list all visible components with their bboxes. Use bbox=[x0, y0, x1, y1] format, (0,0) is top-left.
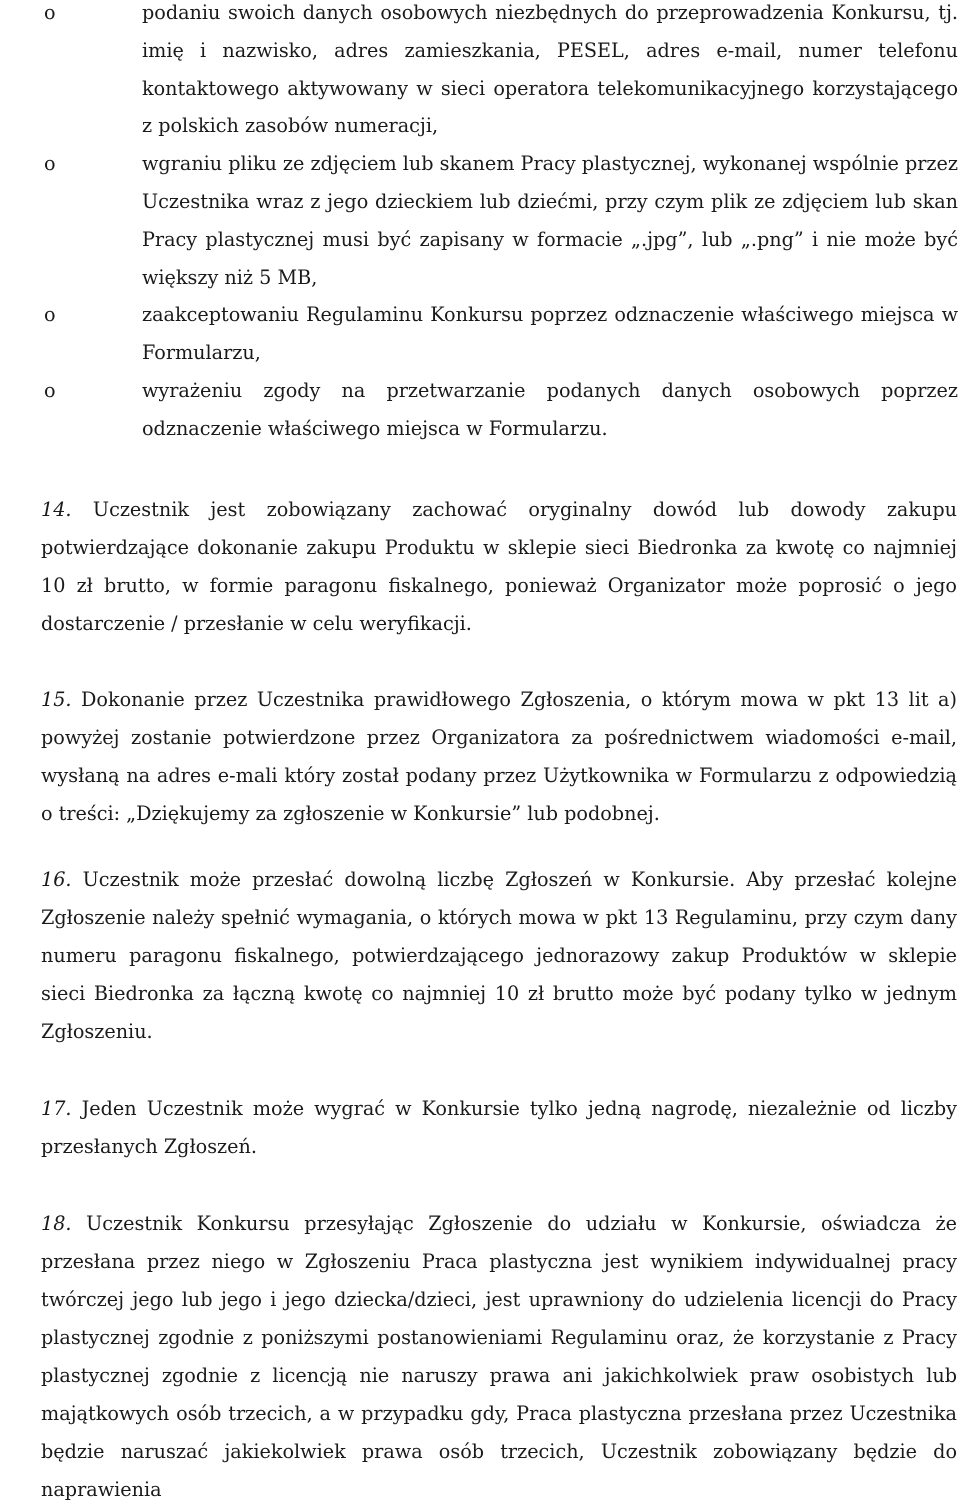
paragraph-text: Jeden Uczestnik może wygrać w Konkursie tylko jedną nagrodę, niezależnie od liczby przesłanych Zgłoszeń. bbox=[41, 1097, 957, 1158]
paragraph-16 bbox=[41, 861, 957, 1051]
bullet-text: podaniu swoich danych osobowych niezbędnych do przeprowadzenia Konkursu, tj. imię i nazwisko, adres zamieszkania, PESEL, adres e-mail, numer telefonu kontaktowego aktywowany w sieci operatora telekomunikacyjnego korzystającego z polskich zasobów numeracji, bbox=[142, 1, 958, 138]
paragraph-number: 18. bbox=[41, 1212, 72, 1235]
bullet-marker: o bbox=[44, 378, 56, 402]
bullet-item-data-consent bbox=[44, 372, 958, 448]
bullet-marker: o bbox=[44, 1, 56, 24]
paragraph-number: 14. bbox=[41, 498, 72, 521]
paragraph-number: 16. bbox=[41, 868, 72, 891]
bullet-text: wgraniu pliku ze zdjęciem lub skanem Pracy plastycznej, wykonanej wspólnie przez Uczestnika wraz z jego dzieckiem lub dziećmi, przy czym plik ze zdjęciem lub skan Pracy plastycznej musi być zapisany w formacie „.jpg”, lub „.png” i nie może być większy niż 5 MB, bbox=[142, 152, 958, 289]
bullet-item-accept-rules bbox=[44, 296, 958, 372]
paragraph-text: Dokonanie przez Uczestnika prawidłowego Zgłoszenia, o którym mowa w pkt 13 lit a) powyżej zostanie potwierdzone przez Organizatora za pośrednictwem wiadomości e-mail, wysłaną na adres e-mali który został podany przez Użytkownika w Formularzu z odpowiedzią o treści: „Dziękujemy za zgłoszenie w Konkursie” lub podobnej. bbox=[41, 688, 957, 825]
bullet-item-personal-data bbox=[44, 0, 958, 145]
bullet-list bbox=[0, 0, 960, 448]
bullet-marker: o bbox=[44, 152, 56, 176]
paragraph-15 bbox=[41, 681, 957, 833]
paragraph-18 bbox=[41, 1205, 957, 1509]
bullet-marker: o bbox=[44, 303, 56, 327]
paragraph-17 bbox=[41, 1090, 957, 1166]
bullet-text: wyrażeniu zgody na przetwarzanie podanych danych osobowych poprzez odznaczenie właściwego miejsca w Formularzu. bbox=[142, 378, 958, 440]
paragraph-number: 15. bbox=[41, 688, 72, 711]
bullet-text: zaakceptowaniu Regulaminu Konkursu poprzez odznaczenie właściwego miejsca w Formularzu, bbox=[142, 303, 958, 365]
paragraph-text: Uczestnik może przesłać dowolną liczbę Zgłoszeń w Konkursie. Aby przesłać kolejne Zgłoszenie należy spełnić wymagania, o których mowa w pkt 13 Regulaminu, przy czym dany numeru paragonu fiskalnego, potwierdzającego jednorazowy zakup Produktów w sklepie sieci Biedronka za łączną kwotę co najmniej 10 zł brutto może być podany tylko w jednym Zgłoszeniu. bbox=[41, 868, 957, 1043]
paragraph-number: 17. bbox=[41, 1097, 72, 1120]
paragraph-text: Uczestnik jest zobowiązany zachować oryginalny dowód lub dowody zakupu potwierdzające dokonanie zakupu Produktu w sklepie sieci Biedronka za kwotę co najmniej 10 zł brutto, w formie paragonu fiskalnego, ponieważ Organizator może poprosić o jego dostarczenie / przesłanie w celu weryfikacji. bbox=[41, 498, 957, 635]
paragraph-text: Uczestnik Konkursu przesyłając Zgłoszenie do udziału w Konkursie, oświadcza że przesłana przez niego w Zgłoszeniu Praca plastyczna jest wynikiem indywidualnej pracy twórczej jego lub jego i jego dziecka/dzieci, jest uprawniony do udzielenia licencji do Pracy plastycznej zgodnie z poniższymi postanowieniami Regulaminu oraz, że korzystanie z Pracy plastycznej zgodnie z licencją nie naruszy prawa ani jakichkolwiek praw osobistych lub majątkowych osób trzecich, a w przypadku gdy, Praca plastyczna przesłana przez Uczestnika będzie naruszać jakiekolwiek prawa osób trzecich, Uczestnik zobowiązany będzie do naprawienia bbox=[41, 1212, 957, 1501]
bullet-item-upload-file bbox=[44, 145, 958, 296]
paragraph-14 bbox=[41, 491, 957, 643]
